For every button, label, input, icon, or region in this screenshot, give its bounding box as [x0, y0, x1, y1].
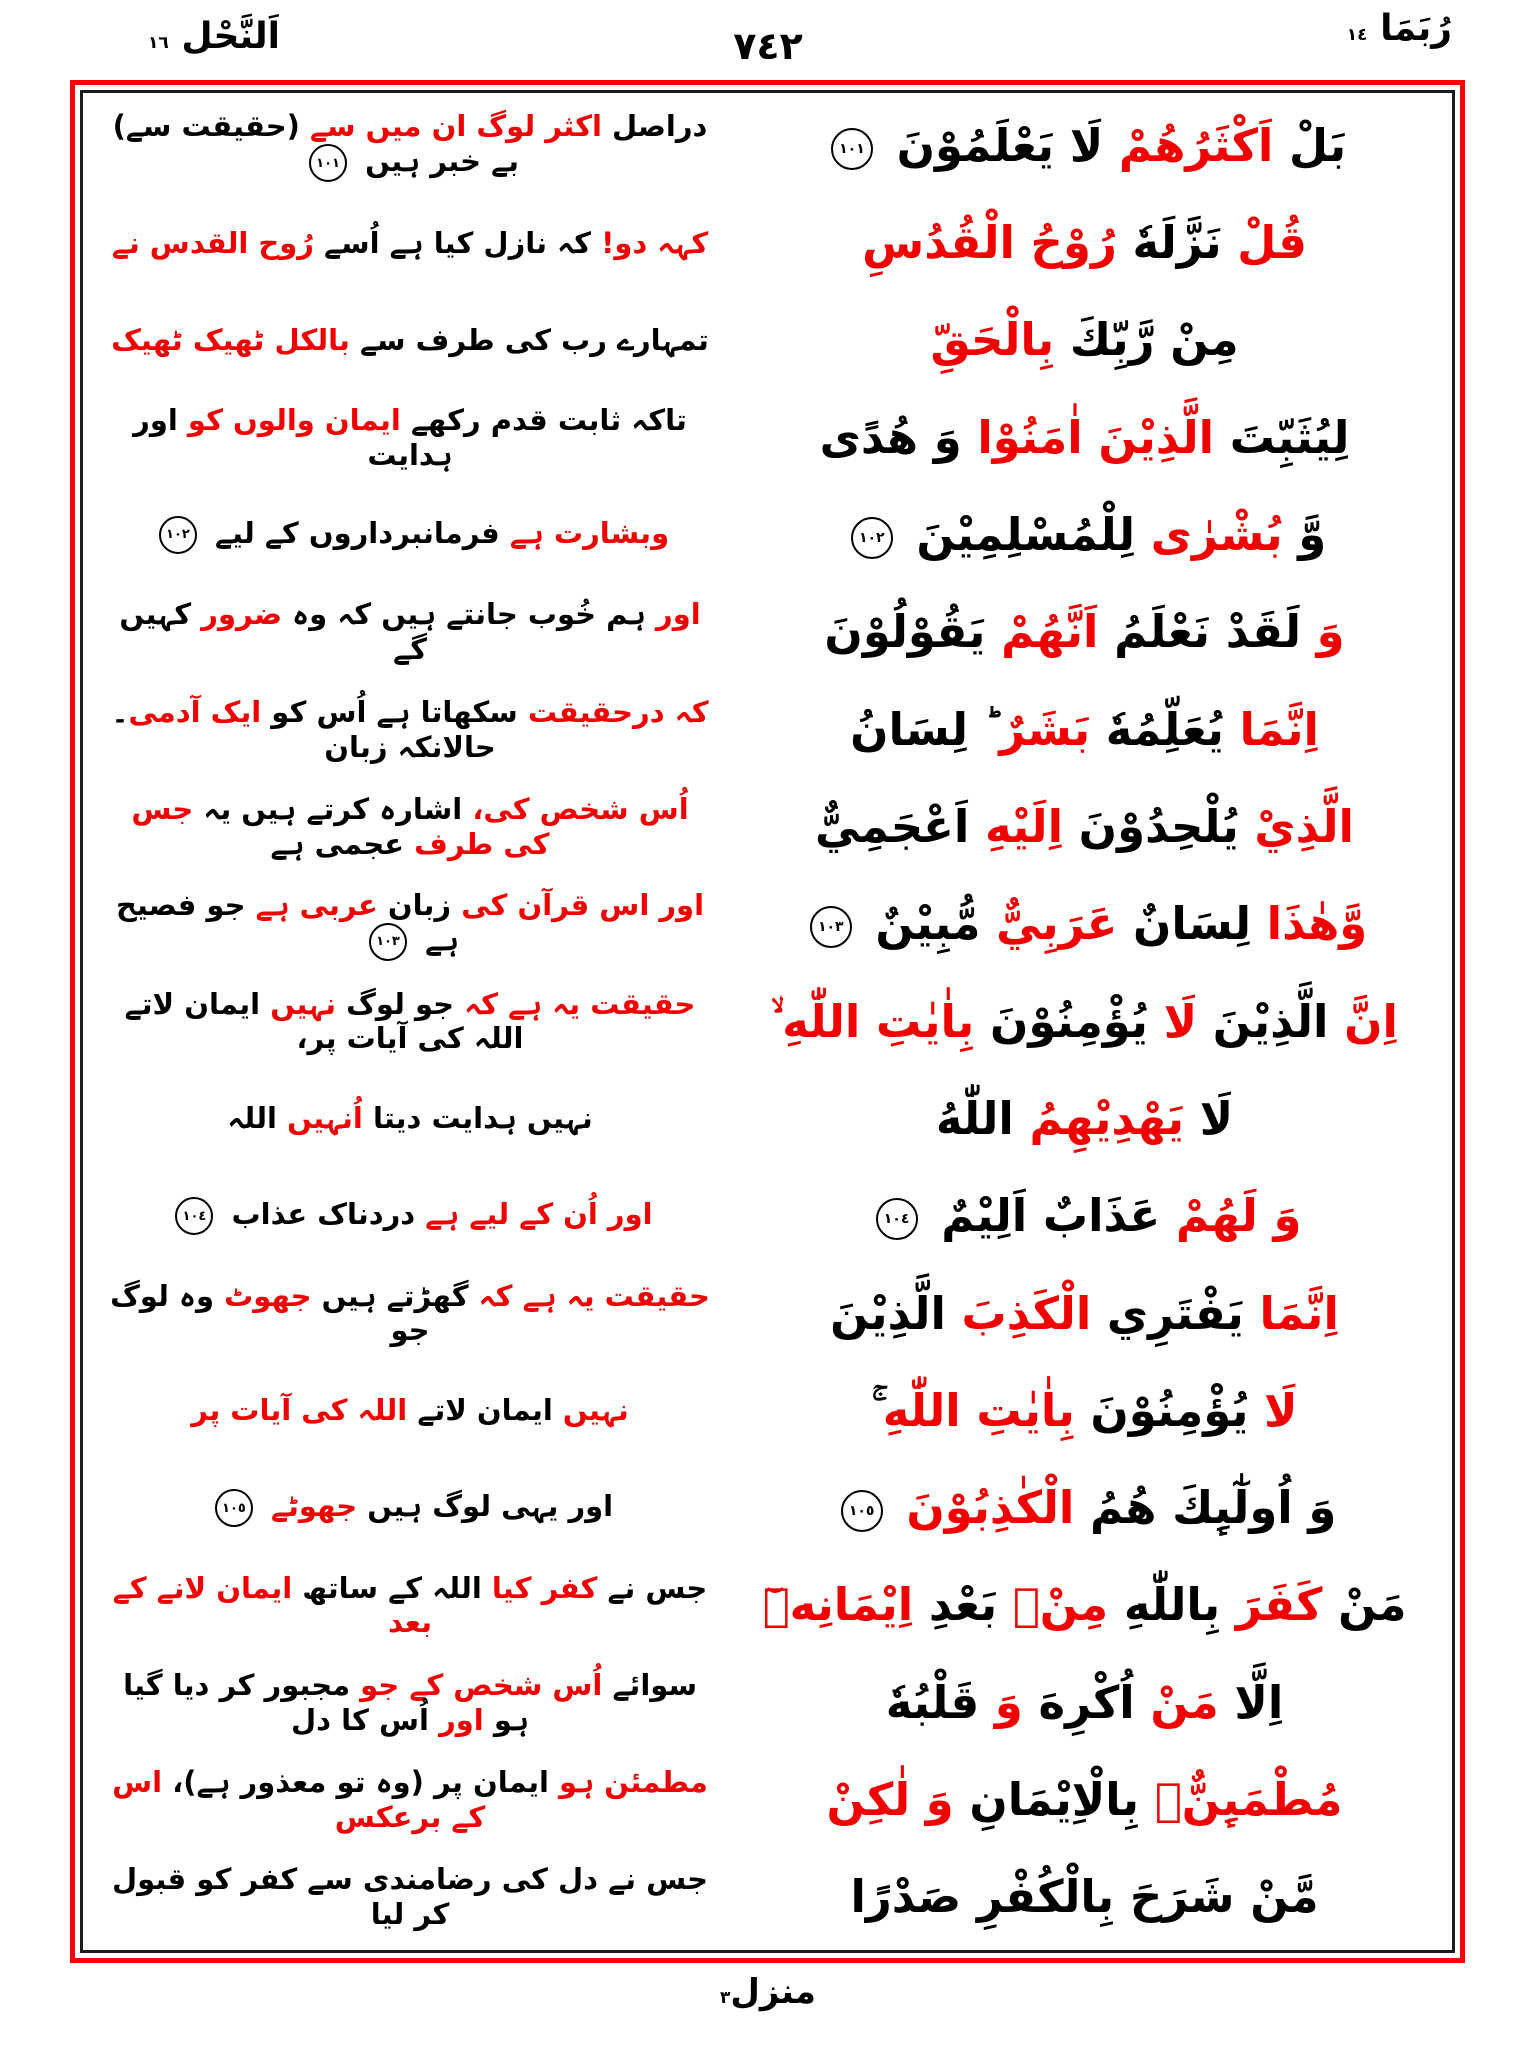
urdu-translation-line — [93, 1101, 727, 1136]
text-segment: اللّٰهُ — [935, 1091, 1014, 1145]
text-segment: يَفْتَرِي — [1091, 1286, 1244, 1340]
text-segment: اور — [428, 1702, 484, 1737]
text-segment: نہیں — [260, 986, 337, 1021]
text-segment: ۚ — [871, 1383, 883, 1437]
urdu-translation-line — [93, 1571, 727, 1641]
ayah-marker: ١٠٥ — [215, 1489, 253, 1527]
text-segment: تمہارے رب کی طرف سے — [349, 322, 709, 357]
text-segment: لَا — [1248, 1383, 1298, 1437]
urdu-translation-line — [93, 1393, 727, 1428]
text-segment: اِنَّمَا — [1243, 1286, 1339, 1340]
text-segment: اکثر لوگ ان میں سے — [299, 109, 602, 144]
text-segment: جس کی طرف — [131, 792, 550, 861]
urdu-translation-line — [93, 516, 727, 554]
text-segment: الَّذِيْنَ اٰمَنُوْا — [961, 410, 1215, 464]
text-segment: اور اس قرآن کی — [451, 887, 705, 922]
text-segment: قُلْ — [1221, 216, 1307, 270]
arabic-line — [727, 606, 1442, 658]
text-segment: اَعْجَمِيٌّ — [815, 799, 970, 853]
ayah-marker: ١٠٢ — [159, 516, 197, 554]
ayah-marker: ١٠١ — [309, 144, 347, 182]
verse-row — [93, 194, 1442, 291]
text-segment: بَعْدِ — [913, 1578, 998, 1632]
text-segment: يُؤْمِنُوْنَ — [1074, 1383, 1249, 1437]
text-segment: فرمانبرداروں کے لیے — [204, 515, 500, 550]
text-segment: اُكْرِهَ — [1022, 1675, 1135, 1729]
verse-grid — [93, 97, 1442, 1946]
urdu-translation-line — [93, 987, 727, 1057]
arabic-line — [727, 1774, 1442, 1826]
text-segment: بَلْ — [1273, 118, 1347, 172]
page-number: ٧٤٢ — [733, 24, 803, 68]
ayah-marker: ١٠٢ — [851, 517, 893, 559]
page-border-black — [80, 90, 1455, 1953]
text-segment: وَّ — [1282, 508, 1327, 562]
verse-row — [93, 389, 1442, 486]
text-segment: اِلَّا — [1218, 1675, 1284, 1729]
verse-row — [93, 584, 1442, 681]
text-segment: تاکہ ثابت قدم رکھے — [400, 402, 687, 437]
text-segment: يَقُوْلُوْنَ — [824, 605, 986, 659]
text-segment: کہ نازل کیا ہے اُسے — [314, 225, 592, 260]
arabic-line — [727, 898, 1442, 950]
manzil-label: منزل — [730, 1972, 816, 2012]
surah-title — [148, 16, 280, 57]
urdu-translation-line — [93, 1862, 727, 1932]
ayah-marker: ١٠١ — [831, 128, 873, 170]
text-segment: لِيُثَبِّتَ — [1214, 410, 1350, 464]
text-segment: اُس کا دل — [291, 1702, 429, 1737]
text-segment: حقیقت یہ ہے کہ — [468, 1278, 710, 1313]
text-segment: اس کے برعکس — [112, 1765, 486, 1834]
verse-row — [93, 1459, 1442, 1556]
ayah-marker: ١٠٣ — [369, 923, 407, 961]
verse-row — [93, 681, 1442, 778]
urdu-translation-line — [93, 597, 727, 667]
arabic-line — [727, 1093, 1442, 1145]
text-segment: نَزَّلَهٗ — [1116, 216, 1222, 270]
text-segment: (حقیقت سے) بے خبر ہیں — [112, 109, 519, 179]
text-segment: ۔ حالانکہ زبان — [111, 694, 496, 764]
text-segment: اِلَيْهِ — [969, 799, 1063, 853]
text-segment: ایمان پر (وہ تو معذور ہے)، — [162, 1765, 549, 1800]
text-segment: ایک آدمی — [128, 694, 262, 729]
manzil-number: ٣ — [720, 1988, 731, 2008]
text-segment: جو فصیح ہے — [116, 887, 460, 957]
text-segment: جھوٹے — [260, 1489, 358, 1524]
text-segment: وَّهٰذَا — [1251, 897, 1368, 951]
text-segment: اور یہی لوگ ہیں — [357, 1489, 614, 1524]
surah-number: ١٦ — [148, 33, 169, 53]
text-segment: الَّذِيْنَ — [1197, 994, 1329, 1048]
text-segment: ضرور — [191, 597, 283, 632]
text-segment: مجبور کر دیا گیا ہو — [123, 1667, 530, 1737]
text-segment: سوائے — [602, 1667, 697, 1702]
text-segment: بُشْرٰى — [1135, 508, 1283, 562]
urdu-translation-line — [93, 1279, 727, 1349]
text-segment: اُس شخص کی، — [462, 792, 689, 827]
text-segment: مطمئن ہو — [548, 1765, 708, 1800]
text-segment: عَذَابٌ اَلِيْمٌ — [925, 1189, 1161, 1243]
text-segment: کہہ دو! — [591, 225, 709, 260]
text-segment: اشارہ کرتے ہیں یہ — [193, 792, 463, 827]
arabic-line — [727, 1288, 1442, 1340]
text-segment: کہ درحقیقت — [517, 694, 709, 729]
arabic-line — [727, 996, 1442, 1048]
text-segment: مِنْ رَّبِّكَ — [1054, 313, 1239, 367]
verse-row — [93, 1654, 1442, 1751]
text-segment: مِنْۢ — [997, 1578, 1109, 1632]
text-segment: لِسَانٌ — [1117, 897, 1252, 951]
arabic-line — [727, 1385, 1442, 1437]
text-segment: مُطْمَىِٕنٌّۢ — [1139, 1773, 1343, 1827]
verse-row — [93, 1751, 1442, 1848]
text-segment: نہیں ہدایت دیتا — [362, 1101, 593, 1136]
text-segment: بِالْاِيْمَانِ — [953, 1773, 1140, 1827]
juz-title — [1347, 8, 1452, 49]
text-segment: وَ لٰكِنْ — [826, 1773, 954, 1827]
text-segment: وہ لوگ جو — [110, 1278, 430, 1348]
text-segment: نہیں — [552, 1393, 629, 1428]
text-segment: زبان — [377, 887, 452, 922]
text-segment: عجمی ہے — [270, 826, 405, 861]
page-border-red — [70, 80, 1465, 1963]
text-segment: مَّنْ شَرَحَ بِالْكُفْرِ صَدْرًا — [850, 1870, 1319, 1924]
arabic-line — [727, 1677, 1442, 1729]
arabic-line — [727, 801, 1442, 853]
urdu-translation-line — [93, 1765, 727, 1835]
ayah-marker: ١٠٥ — [841, 1490, 883, 1532]
text-segment: بالکل ٹھیک ٹھیک — [111, 322, 350, 357]
text-segment: يَهْدِيْهِمُ — [1013, 1091, 1184, 1145]
text-segment: اِنَّمَا — [1223, 702, 1319, 756]
arabic-line — [727, 314, 1442, 366]
text-segment: اَكْثَرُهُمْ — [1103, 118, 1274, 172]
text-segment: يُؤْمِنُوْنَ — [974, 994, 1148, 1048]
text-segment: اَنَّهُمْ — [985, 605, 1099, 659]
text-segment: حقیقت یہ ہے کہ — [454, 986, 696, 1021]
text-segment: بِاٰيٰتِ اللّٰهِ — [771, 994, 975, 1048]
urdu-translation-line — [93, 1489, 727, 1527]
arabic-line — [727, 1871, 1442, 1923]
manzil-marker — [0, 1972, 1536, 2012]
text-segment: وَ — [1300, 605, 1345, 659]
urdu-translation-line — [93, 792, 727, 862]
urdu-translation-line — [93, 1668, 727, 1738]
arabic-line — [727, 412, 1442, 464]
urdu-translation-line — [93, 1197, 727, 1235]
urdu-translation-line — [93, 695, 727, 765]
text-segment: ایمان لاتے — [407, 1393, 553, 1428]
verse-row — [93, 876, 1442, 973]
verse-row — [93, 1167, 1442, 1264]
text-segment: ایمان والوں کو — [177, 402, 401, 437]
text-segment: بَشَرٌ — [999, 702, 1091, 756]
text-segment: اور اُن کے لیے ہے — [415, 1197, 653, 1232]
text-segment: مُّبِيْنٌ — [859, 897, 981, 951]
text-segment: وَ لَهُمْ — [1160, 1189, 1302, 1243]
text-segment: وَ — [979, 1675, 1023, 1729]
verse-row — [93, 1362, 1442, 1459]
text-segment: لَا — [1183, 1091, 1234, 1145]
arabic-line — [727, 704, 1442, 756]
text-segment: كَفَرَ — [1220, 1578, 1323, 1632]
urdu-translation-line — [93, 226, 727, 261]
arabic-line — [727, 1579, 1442, 1631]
text-segment: اور ہدایت — [133, 402, 453, 472]
verse-row — [93, 486, 1442, 583]
verse-row — [93, 778, 1442, 875]
text-segment: يُلْحِدُوْنَ — [1063, 799, 1239, 853]
text-segment: لَا يَعْلَمُوْنَ — [880, 118, 1104, 172]
text-segment: اللہ کی آیات پر — [191, 1393, 408, 1428]
text-segment: اُنہیں — [276, 1101, 363, 1136]
text-segment: لَقَدْ نَعْلَمُ — [1098, 605, 1301, 659]
text-segment: ایمان لاتے اللہ کی آیات پر، — [124, 986, 524, 1056]
text-segment: اِيْمَانِهٖٓ — [762, 1578, 914, 1632]
verse-row — [93, 973, 1442, 1070]
text-segment: اِنَّ — [1328, 994, 1398, 1048]
text-segment: ایمان لانے کے بعد — [112, 1570, 433, 1640]
text-segment: لِلْمُسْلِمِيْنَ — [900, 508, 1136, 562]
urdu-translation-line — [93, 323, 727, 358]
text-segment: بِاٰيٰتِ اللّٰهِ — [882, 1383, 1075, 1437]
text-segment: اور — [645, 597, 701, 632]
text-segment: قَلْبُهٗ — [885, 1675, 980, 1729]
verse-row — [93, 1070, 1442, 1167]
verse-row — [93, 1557, 1442, 1654]
text-segment: مَنْ — [1134, 1675, 1219, 1729]
text-segment: جس نے — [597, 1570, 708, 1605]
text-segment: الَّذِيْنَ — [830, 1286, 946, 1340]
text-segment: ہم خُوب جانتے ہیں کہ وہ — [282, 597, 646, 632]
text-segment: سکھاتا ہے اُس کو — [261, 694, 518, 729]
text-segment: الْكَذِبَ — [945, 1286, 1092, 1340]
verse-row — [93, 1265, 1442, 1362]
text-segment: جھوٹ — [214, 1278, 312, 1313]
text-segment: الَّذِيْ — [1238, 799, 1354, 853]
arabic-line — [727, 1190, 1442, 1242]
text-segment: جو لوگ — [336, 986, 455, 1021]
text-segment: لَا — [1147, 994, 1198, 1048]
text-segment: عربی ہے — [245, 887, 378, 922]
urdu-translation-line — [93, 109, 727, 182]
text-segment: وبشارت ہے — [499, 515, 670, 550]
text-segment: رُوْحُ الْقُدُسِ — [862, 216, 1117, 270]
arabic-line — [727, 509, 1442, 561]
text-segment: اللہ — [227, 1101, 277, 1136]
text-segment: کہیں گے — [119, 597, 427, 667]
text-segment: ؕ لِسَانُ — [850, 702, 1000, 756]
urdu-translation-line — [93, 403, 727, 473]
text-segment: گھڑتے ہیں — [311, 1278, 469, 1313]
text-segment: کفر کیا — [481, 1570, 598, 1605]
arabic-line — [727, 120, 1442, 172]
text-segment: دردناک عذاب — [221, 1197, 416, 1232]
text-segment: رُوح القدس نے — [111, 225, 314, 260]
verse-row — [93, 97, 1442, 194]
text-segment: مَنْ — [1322, 1578, 1407, 1632]
ayah-marker: ١٠٤ — [876, 1198, 918, 1240]
text-segment: بِاللّٰهِ — [1108, 1578, 1221, 1632]
text-segment: يُعَلِّمُهٗ — [1090, 702, 1224, 756]
verse-row — [93, 292, 1442, 389]
juz-number: ١٤ — [1346, 25, 1368, 45]
text-segment: عَرَبِيٌّ — [980, 897, 1118, 951]
urdu-translation-line — [93, 888, 727, 961]
text-segment: الْكٰذِبُوْنَ — [890, 1481, 1075, 1535]
text-segment: بِالْحَقِّ — [930, 313, 1055, 367]
text-segment: وَ هُدًى — [819, 410, 962, 464]
text-segment: وَ اُولٰٓىِٕكَ هُمُ — [1074, 1481, 1337, 1535]
juz-name: رُبَمَا — [1380, 8, 1452, 49]
verse-row — [93, 1849, 1442, 1946]
arabic-line — [727, 217, 1442, 269]
ayah-marker: ١٠٤ — [175, 1197, 213, 1235]
text-segment: اللہ کے ساتھ — [292, 1570, 482, 1605]
text-segment: جس نے دل کی رضامندی سے کفر کو قبول کر لیا — [112, 1862, 709, 1932]
text-segment: اُس شخص کے جو — [350, 1667, 603, 1702]
text-segment: دراصل — [601, 109, 708, 144]
surah-name: اَلنَّحْل — [181, 16, 280, 57]
arabic-line — [727, 1482, 1442, 1534]
ayah-marker: ١٠٣ — [810, 906, 852, 948]
